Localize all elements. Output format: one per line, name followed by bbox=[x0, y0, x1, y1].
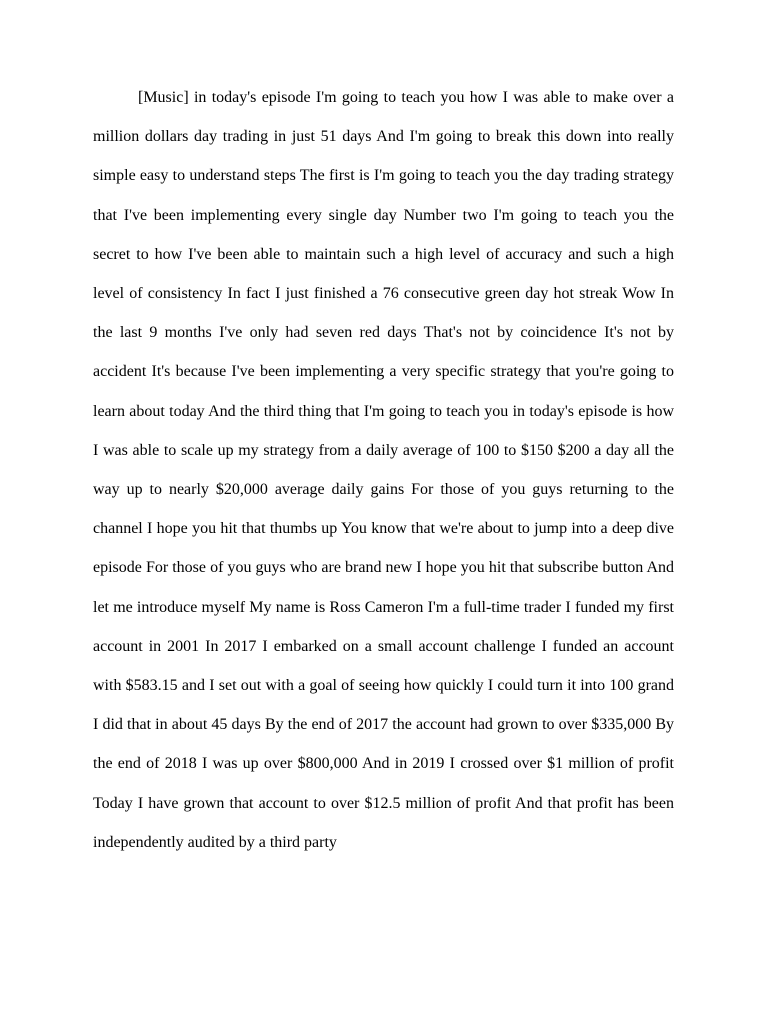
transcript-paragraph: [Music] in today's episode I'm going to teach you how I was able to make over a million dollars day trading in just 51 days And I'm going to break this down into really simple easy to understand steps The first is I'm going to teach you the day trading strategy that I've been implementing every single day Number two I'm going to teach you the secret to how I've been able to maintain such a high level of accuracy and such a high level of consistency In fact I just finished a 76 consecutive green day hot streak Wow In the last 9 months I've only had seven red days That's not by coincidence It's not by accident It's because I've been implementing a very specific strategy that you're going to learn about today And the third thing that I'm going to teach you in today's episode is how I was able to scale up my strategy from a daily average of 100 to $150 $200 a day all the way up to nearly $20,000 average daily gains For those of you guys returning to the channel I hope you hit that thumbs up You know that we're about to jump into a deep dive episode For those of you guys who are brand new I hope you hit that subscribe button And let me introduce myself My name is Ross Cameron I'm a full-time trader I funded my first account in 2001 In 2017 I embarked on a small account challenge I funded an account with $583.15 and I set out with a goal of seeing how quickly I could turn it into 100 grand I did that in about 45 days By the end of 2017 the account had grown to over $335,000 By the end of 2018 I was up over $800,000 And in 2019 I crossed over $1 million of profit Today I have grown that account to over $12.5 million of profit And that profit has been independently audited by a third party bbox=[93, 89, 674, 851]
